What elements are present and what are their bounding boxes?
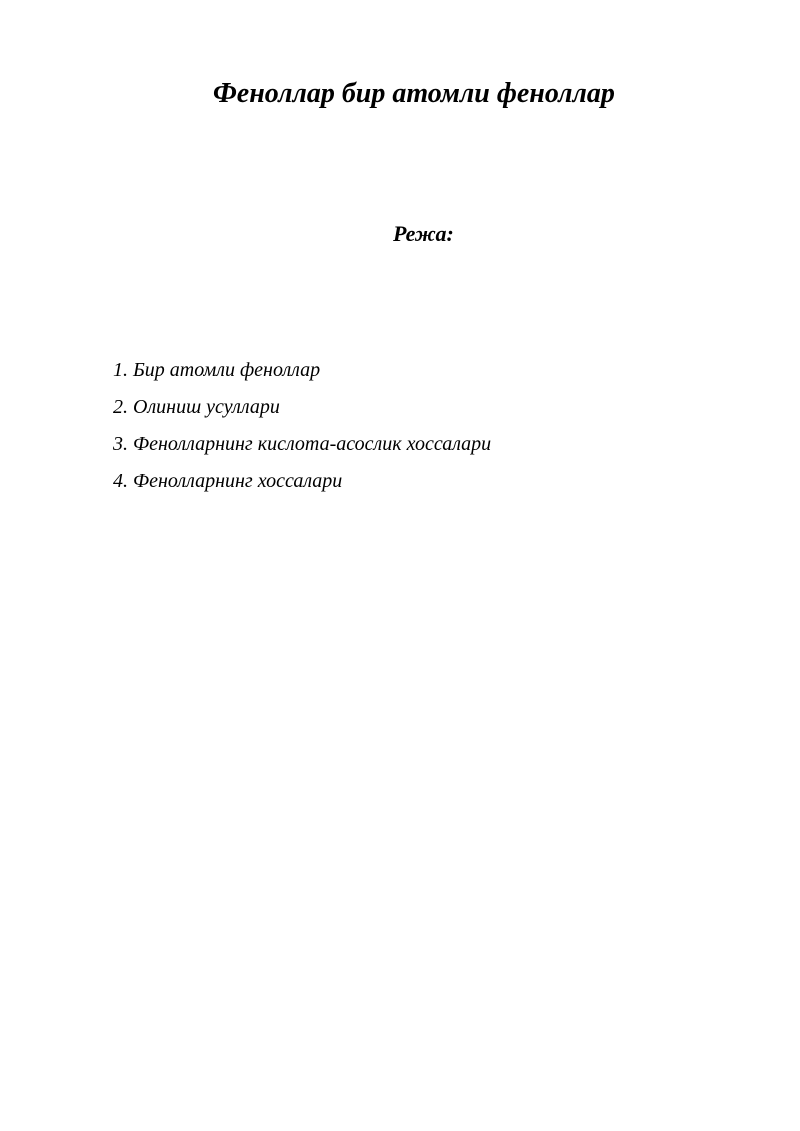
- plan-item-number: 1.: [113, 359, 128, 381]
- plan-item-text: Олиниш усуллари: [133, 396, 280, 418]
- plan-item-number: 2.: [113, 396, 128, 418]
- plan-item-text: Бир атомли феноллар: [133, 359, 321, 381]
- plan-item-4: [113, 464, 491, 501]
- plan-item-text: Фенолларнинг кислота-асослик хоссалари: [133, 433, 492, 455]
- plan-list: [113, 353, 491, 501]
- plan-item-3: [113, 427, 491, 464]
- plan-item-2: [113, 390, 491, 427]
- plan-heading: Режа:: [393, 221, 454, 246]
- plan-item-1: [113, 353, 491, 390]
- plan-item-number: 3.: [113, 433, 128, 455]
- page-title: Феноллар бир атомли феноллар: [213, 78, 615, 109]
- plan-item-number: 4.: [113, 470, 128, 492]
- plan-item-text: Фенолларнинг хоссалари: [133, 470, 343, 492]
